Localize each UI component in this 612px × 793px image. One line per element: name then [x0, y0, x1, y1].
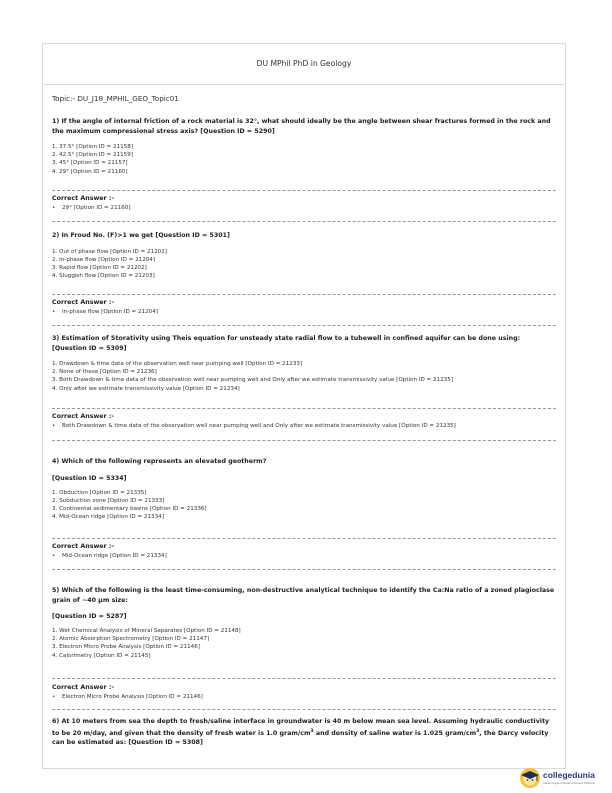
- option-item: 1. Wet Chemical Analysis of Mineral Separates [Option ID = 21148]: [52, 628, 241, 634]
- option-item: 1. Out of phase flow [Option ID = 21201]: [52, 248, 167, 255]
- correct-answer-label: Correct Answer :-: [52, 413, 114, 420]
- topic-line: Topic:- DU_J18_MPHIL_GEO_Topic01: [52, 94, 179, 103]
- correct-answer-value: [52, 309, 556, 315]
- divider: [52, 408, 556, 409]
- answer-3: [52, 413, 556, 429]
- option-list: [52, 248, 556, 281]
- correct-answer-text: Electron Micro Probe Analysis [Option ID = 21146]: [62, 694, 203, 700]
- option-item: 4. Only after we estimate transmissivity value [Option ID = 21234]: [52, 385, 240, 392]
- answer-4: [52, 543, 556, 559]
- correct-answer-text: Both Drawdown & time data of the observation well near pumping well and Only after we estimate transmissivity value [Option ID = 21235]: [62, 423, 456, 429]
- option-item: 2. In-phase flow [Option ID = 21204]: [52, 256, 156, 263]
- option-list: [52, 360, 556, 393]
- option-item: 1. Obduction [Option ID = 21335]: [52, 489, 147, 496]
- option-item: 1. 37.5° [Option ID = 21158]: [52, 144, 133, 150]
- option-list: [52, 143, 556, 176]
- bullet-icon: •: [52, 309, 56, 315]
- document-page: [42, 43, 566, 769]
- logo-text: collegedunia: [543, 770, 595, 780]
- correct-answer-label: Correct Answer :-: [52, 543, 114, 550]
- bullet-icon: •: [52, 694, 56, 700]
- header-title: DU MPhil PhD in Geology: [256, 59, 352, 68]
- option-item: 3. 45° [Option ID = 21157]: [52, 160, 128, 167]
- question-text: 5) Which of the following is the least time-consuming, non-destructive analytical technique to identify the Ca:Na ratio of a zoned plagioclase grain of ~40 µm size:: [52, 587, 555, 604]
- question-id: [Question ID = 5287]: [52, 613, 127, 620]
- question-text: 2) In Froud No. (F)>1 we get [Question ID = 5301]: [52, 232, 230, 239]
- option-item: 3. Rapid flow [Option ID = 21202]: [52, 264, 147, 271]
- question-4: [52, 457, 556, 521]
- question-text: 3) Estimation of Storativity using Theis equation for unsteady state radial flow to a tubewell in confined aquifer can be done using: [Question ID = 5309]: [52, 335, 521, 352]
- divider: [52, 221, 556, 222]
- answer-5: [52, 684, 556, 700]
- option-list: [52, 627, 556, 660]
- correct-answer-value: [52, 423, 556, 429]
- option-item: 2. None of these [Option ID = 21236]: [52, 369, 157, 376]
- option-item: 4. Mid-Ocean ridge [Option ID = 21334]: [52, 514, 164, 521]
- correct-answer-label: Correct Answer :-: [52, 299, 114, 306]
- correct-answer-text: In-phase flow [Option ID = 21204]: [62, 309, 158, 315]
- question-text-part: , the Darcy velocity can be estimated as: [Question ID = 5308]: [52, 729, 549, 747]
- question-text-part: and density of saline water is 1.025 gram/cm: [313, 729, 477, 737]
- option-item: 3. Both Drawdown & time data of the observation well near pumping well and Only after we estimate transmissivity value [Option ID = 21235]: [52, 377, 453, 384]
- correct-answer-text: Mid-Ocean ridge [Option ID = 21334]: [62, 553, 167, 559]
- divider: [52, 678, 556, 679]
- divider: [52, 569, 556, 570]
- bullet-icon: •: [52, 423, 56, 429]
- divider: [52, 709, 556, 710]
- option-list: [52, 489, 556, 522]
- option-item: 3. Electron Micro Probe Analysis [Option ID = 21146]: [52, 644, 200, 651]
- correct-answer-value: [52, 205, 556, 211]
- divider: [52, 294, 556, 295]
- divider: [52, 325, 556, 326]
- collegedunia-logo: [519, 767, 611, 789]
- correct-answer-value: [52, 694, 556, 700]
- divider: [52, 538, 556, 539]
- answer-1: [52, 195, 556, 211]
- option-item: 2. Subduction zone [Option ID = 21333]: [52, 497, 165, 504]
- logo-tagline: India's largest Student Review Platform: [543, 781, 596, 785]
- option-item: 2. Atomic Absorption Spectrometry [Option ID = 21147]: [52, 636, 210, 643]
- superscript: 3: [310, 728, 314, 734]
- question-id: [Question ID = 5334]: [52, 474, 127, 482]
- option-item: 4. Calorimetry [Option ID = 21145]: [52, 652, 151, 659]
- question-text: [52, 717, 556, 748]
- divider: [52, 440, 556, 441]
- page-header: [43, 44, 565, 85]
- answer-2: [52, 299, 556, 315]
- question-6: [52, 717, 556, 748]
- option-item: 1. Drawdown & time data of the observation well near pumping well [Option ID = 21233]: [52, 361, 303, 367]
- question-text-part: 6) At 10 meters from sea the depth to fresh/saline interface in groundwater is 40 m below mean sea level. Assuming hydraulic conductivity to be 20 m/day, and given that the density of fresh water is 1.0 gram/cm: [52, 718, 550, 737]
- option-item: 4. 29° [Option ID = 21160]: [52, 168, 128, 175]
- superscript: 3: [476, 728, 480, 734]
- option-item: 2. 42.5° [Option ID = 21159]: [52, 152, 133, 159]
- option-item: 4. Sluggish flow [Option ID = 21203]: [52, 273, 155, 280]
- bullet-icon: •: [52, 205, 56, 211]
- question-text: 1) If the angle of internal friction of a rock material is 32°, what should ideally be the angle between shear fractures formed in the rock and the maximum compressional stress axis? [Question ID = 5290]: [52, 118, 551, 135]
- question-text: 4) Which of the following represents an elevated geotherm?: [52, 458, 267, 465]
- question-3: [52, 334, 556, 393]
- question-1: [52, 117, 556, 176]
- correct-answer-value: [52, 553, 556, 559]
- divider: [52, 190, 556, 191]
- correct-answer-label: Correct Answer :-: [52, 195, 114, 202]
- graduation-cap-icon: [519, 767, 541, 789]
- question-5: [52, 586, 556, 660]
- correct-answer-label: Correct Answer :-: [52, 684, 114, 691]
- correct-answer-text: 29° [Option ID = 21160]: [62, 205, 131, 211]
- question-2: [52, 231, 556, 280]
- option-item: 3. Continental sedimentary basins [Option ID = 21336]: [52, 505, 207, 512]
- bullet-icon: •: [52, 553, 56, 559]
